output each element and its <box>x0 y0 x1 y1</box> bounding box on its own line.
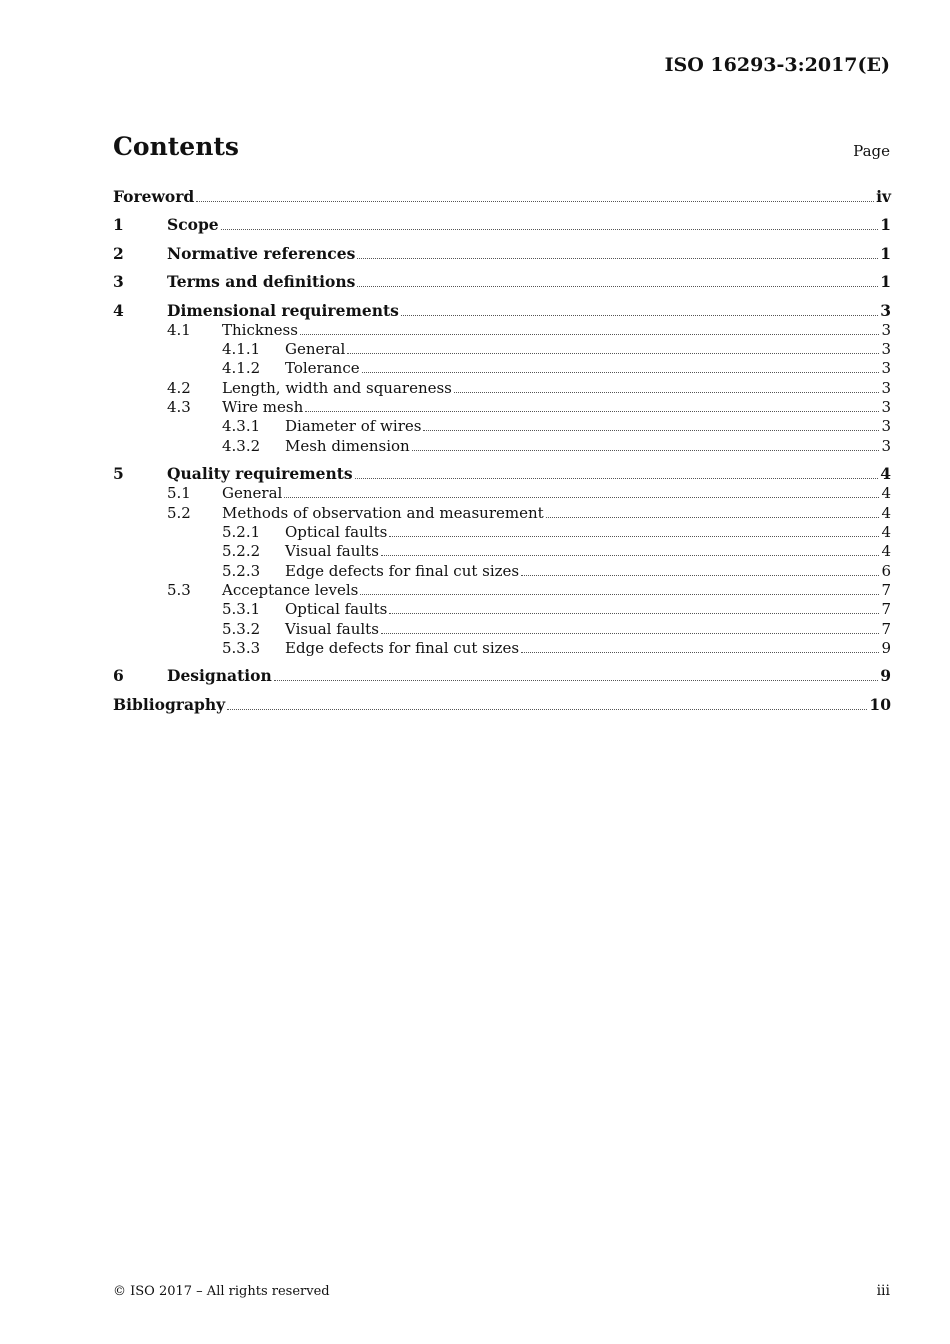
dot-leader <box>362 371 880 373</box>
toc-entry-page: 7 <box>881 581 891 599</box>
toc-entry-number: 4.2 <box>167 379 191 397</box>
toc-entry-page: 3 <box>881 379 891 397</box>
toc-entry-page: 4 <box>880 464 891 483</box>
dot-leader <box>227 708 867 710</box>
toc-entry-page: 9 <box>880 666 891 685</box>
toc-entry-page: 4 <box>881 504 891 522</box>
toc-entry[interactable] <box>113 483 891 503</box>
toc-entry-page: 3 <box>880 301 891 320</box>
toc-entry[interactable] <box>113 301 891 321</box>
toc-entry-title: Methods of observation and measurement <box>222 504 544 522</box>
dot-leader <box>381 632 880 634</box>
toc-entry-title: Optical faults <box>285 523 388 541</box>
toc-entry-title: Length, width and squareness <box>222 379 452 397</box>
toc-entry-title: Scope <box>167 215 219 234</box>
toc-entry-title: Tolerance <box>285 359 360 377</box>
toc-entry[interactable] <box>113 522 891 542</box>
toc-entry-number: 5.3.1 <box>222 600 261 618</box>
toc-entry-page: iv <box>876 187 891 206</box>
toc-entry-page: 10 <box>869 695 891 714</box>
footer-page-number: iii <box>876 1283 890 1299</box>
dot-leader <box>546 516 880 518</box>
toc-entry[interactable] <box>113 397 891 417</box>
toc-entry-title: Edge defects for final cut sizes <box>285 562 520 580</box>
toc-entry-number: 4.1.2 <box>222 359 261 377</box>
dot-leader <box>305 410 879 412</box>
toc-entry-title: Thickness <box>222 321 298 339</box>
toc-entry-title: Edge defects for final cut sizes <box>285 639 520 657</box>
toc-entry-number: 5.2.3 <box>222 562 261 580</box>
toc-entry-title: Foreword <box>113 187 195 206</box>
toc-entry[interactable] <box>113 416 891 436</box>
toc-entry-title: General <box>222 484 283 502</box>
toc-entry-title: Normative references <box>167 244 356 263</box>
toc-entry-title: Mesh dimension <box>285 437 410 455</box>
toc-entry-number: 4.3.2 <box>222 437 261 455</box>
toc-entry-title: Diameter of wires <box>285 417 422 435</box>
contents-title: Contents <box>113 132 240 161</box>
toc-entry-page: 3 <box>881 321 891 339</box>
toc-entry[interactable] <box>113 503 891 523</box>
copyright-notice: © ISO 2017 – All rights reserved <box>113 1284 330 1299</box>
toc-entry-number: 4.3 <box>167 398 191 416</box>
toc-entry-number: 5.3.3 <box>222 639 261 657</box>
toc-entry-title: Wire mesh <box>222 398 304 416</box>
toc-entry-title: Optical faults <box>285 600 388 618</box>
page-column-label: Page <box>853 142 890 160</box>
toc-entry-title: Terms and definitions <box>167 272 356 291</box>
dot-leader <box>381 554 880 556</box>
toc-entry-number: 5.1 <box>167 484 191 502</box>
dot-leader <box>423 429 879 431</box>
toc-entry-number: 4 <box>113 301 124 320</box>
toc-entry[interactable] <box>113 244 891 264</box>
toc-entry-page: 7 <box>881 600 891 618</box>
toc-entry-page: 4 <box>881 484 891 502</box>
toc-entry-page: 4 <box>881 523 891 541</box>
toc-entry-page: 3 <box>881 340 891 358</box>
toc-entry-number: 5 <box>113 464 124 483</box>
toc-entry-page: 9 <box>881 639 891 657</box>
toc-entry[interactable] <box>113 599 891 619</box>
toc-entry-number: 4.1.1 <box>222 340 261 358</box>
toc-entry-number: 5.3 <box>167 581 191 599</box>
toc-entry-page: 3 <box>881 398 891 416</box>
toc-entry-number: 5.2 <box>167 504 191 522</box>
toc-entry-page: 1 <box>880 244 891 263</box>
toc-entry-page: 3 <box>881 359 891 377</box>
toc-entry-number: 4.3.1 <box>222 417 261 435</box>
dot-leader <box>284 496 879 498</box>
dot-leader <box>300 333 880 335</box>
toc-entry[interactable] <box>113 541 891 561</box>
toc-entry[interactable] <box>113 561 891 581</box>
toc-entry[interactable] <box>113 580 891 600</box>
toc-entry-title: Designation <box>167 666 272 685</box>
toc-entry-number: 1 <box>113 215 124 234</box>
dot-leader <box>221 228 879 230</box>
toc-entry[interactable] <box>113 378 891 398</box>
toc-entry[interactable] <box>113 272 891 292</box>
toc-entry-number: 5.2.1 <box>222 523 261 541</box>
toc-entry-page: 1 <box>880 272 891 291</box>
toc-entry[interactable] <box>113 339 891 359</box>
toc-entry-title: Quality requirements <box>167 464 353 483</box>
dot-leader <box>412 449 880 451</box>
dot-leader <box>357 257 878 259</box>
toc-entry-page: 1 <box>880 215 891 234</box>
dot-leader <box>274 679 878 681</box>
standard-reference: ISO 16293-3:2017(E) <box>664 54 890 76</box>
toc-entry-page: 7 <box>881 620 891 638</box>
toc-entry-title: Visual faults <box>285 620 379 638</box>
dot-leader <box>521 651 879 653</box>
toc-entry-title: Acceptance levels <box>222 581 359 599</box>
toc-entry-title: Visual faults <box>285 542 379 560</box>
toc-entry-title: General <box>285 340 346 358</box>
dot-leader <box>360 593 879 595</box>
toc-entry[interactable] <box>113 436 891 456</box>
toc-entry-number: 5.3.2 <box>222 620 261 638</box>
dot-leader <box>401 314 878 316</box>
toc-entry[interactable] <box>113 619 891 639</box>
toc-entry-page: 4 <box>881 542 891 560</box>
toc-entry[interactable] <box>113 638 891 658</box>
toc-entry[interactable] <box>113 320 891 340</box>
toc-entry-title: Bibliography <box>113 695 226 714</box>
toc-entry-number: 2 <box>113 244 124 263</box>
toc-entry[interactable] <box>113 358 891 378</box>
toc-entry-number: 3 <box>113 272 124 291</box>
dot-leader <box>521 574 879 576</box>
toc-entry-number: 4.1 <box>167 321 191 339</box>
dot-leader <box>389 612 879 614</box>
dot-leader <box>347 352 879 354</box>
toc-entry[interactable] <box>113 666 891 686</box>
toc-entry-number: 6 <box>113 666 124 685</box>
toc-entry[interactable] <box>113 187 891 207</box>
toc-entry-page: 3 <box>881 417 891 435</box>
dot-leader <box>355 477 879 479</box>
toc-entry-title: Dimensional requirements <box>167 301 399 320</box>
toc-entry-page: 3 <box>881 437 891 455</box>
dot-leader <box>196 200 874 202</box>
dot-leader <box>389 535 879 537</box>
toc-entry[interactable] <box>113 464 891 484</box>
toc-entry-page: 6 <box>881 562 891 580</box>
toc-entry[interactable] <box>113 695 891 715</box>
dot-leader <box>454 391 880 393</box>
dot-leader <box>357 285 878 287</box>
toc-entry[interactable] <box>113 215 891 235</box>
toc-entry-number: 5.2.2 <box>222 542 261 560</box>
